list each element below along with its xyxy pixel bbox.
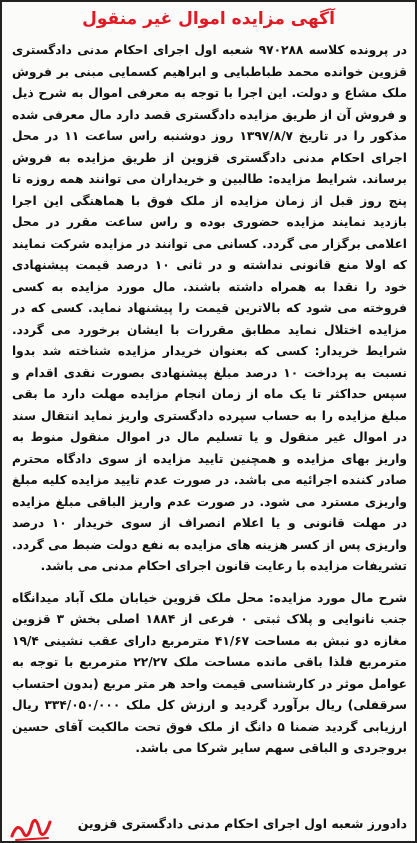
notice-paragraph-property-description: شرح مال مورد مزایده: محل ملک قزوین خیابان ملک آباد میدانگاه جنب نانوایی و پلاک ثبتی ۰ فرعی از ۱۸۸۴ اصلی بخش ۳ قزوین مغازه دو نبش به مساحت ۴۱/۶۷ مترمربع دارای عقب نشینی ۱۹/۴ مترمربع فلذا باقی مانده مساحت ملک ۲۲/۲۷ مترمربع با توجه به عوامل موثر در کارشناسی قیمت واحد هر متر مربع (بدون احتساب سرقفلی) ریال برآورد گردید و ارزش کل ملک ۳۳۴/۰۵۰/۰۰۰ ریال ارزیابی گردید ضمنا ۵ دانگ از ملک فوق تحت مالکیت آقای حسین بروجردی و الباقی سهم سایر شرکا می باشد.: [12, 590, 407, 755]
notice-signature: دادورز شعبه اول اجرای احکام مدنی دادگستری قزوین: [77, 816, 407, 831]
notice-paragraph-conditions: در پرونده کلاسه ۹۷۰۲۸۸ شعبه اول اجرای احکام مدنی دادگستری قزوین خوانده محمد طباطبایی و ابراهیم کسمایی مبنی بر فروش ملک مشاع و دولت. این اجرا با توجه به معرفی اموال به شرح ذیل و فروش آن از طریق مزایده دادگستری قصد دارد مال معرفی شده مذکور را در تاریخ ۱۳۹۷/۸/۷ روز دوشنبه راس ساعت ۱۱ در محل اجرای احکام مدنی دادگستری قزوین از طریق مزایده به فروش برساند. شرایط مزایده: طالبین و خریداران می توانند همه روزه تا پنج روز قبل از زمان مزایده از ملک فوق با هماهنگی این اجرا بازدید نمایند مزایده حضوری بوده و راس ساعت مقرر در محل اعلامی برگزار می گردد. کسانی می توانند در مزایده شرکت نمایند که اولا منع قانونی نداشته و در ثانی ۱۰ درصد قیمت پیشنهادی خود را نقدا به همراه داشته باشند. مال مورد مزایده به کسی فروخته می شود که بالاترین قیمت را پیشنهاد نماید. کسی که در مزایده اختلال نماید مطابق مقررات با ایشان برخورد می گردد. شرایط خریدار: کسی که بعنوان خریدار مزایده شناخته شد بدوا نسبت به پرداخت ۱۰ درصد مبلغ پیشنهادی بصورت نقدی اقدام و سپس حداکثر تا یک ماه از زمان انجام مزایده مهلت دارد ما بقی مبلغ مزایده را به حساب سپرده دادگستری واریز نماید انتقال سند در اموال غیر منقول و یا تسلیم مال در اموال منقول منوط به واریز بهای مزایده و همچنین تایید مزایده از سوی دادگاه محترم صادر کننده اجرائیه می باشد. در صورت عدم تایید مزایده کلیه مبلغ واریزی مسترد می شود. در صورت عدم واریز الباقی مبلغ مزایده در مهلت قانونی و یا اعلام انصراف از سوی خریدار ۱۰ درصد واریزی پس از کسر هزینه های مزایده به نفع دولت ضبط می گردد. تشریفات مزایده با رعایت قانون اجرای احکام مدنی می باشد.: [12, 43, 408, 573]
handwritten-code-mark: [8, 810, 54, 843]
notice-body: [12, 40, 407, 760]
handwritten-stroke: [16, 838, 48, 840]
notice-title: آگهی مزایده اموال غیر منقول: [82, 9, 335, 29]
handwritten-stroke: [12, 820, 50, 836]
